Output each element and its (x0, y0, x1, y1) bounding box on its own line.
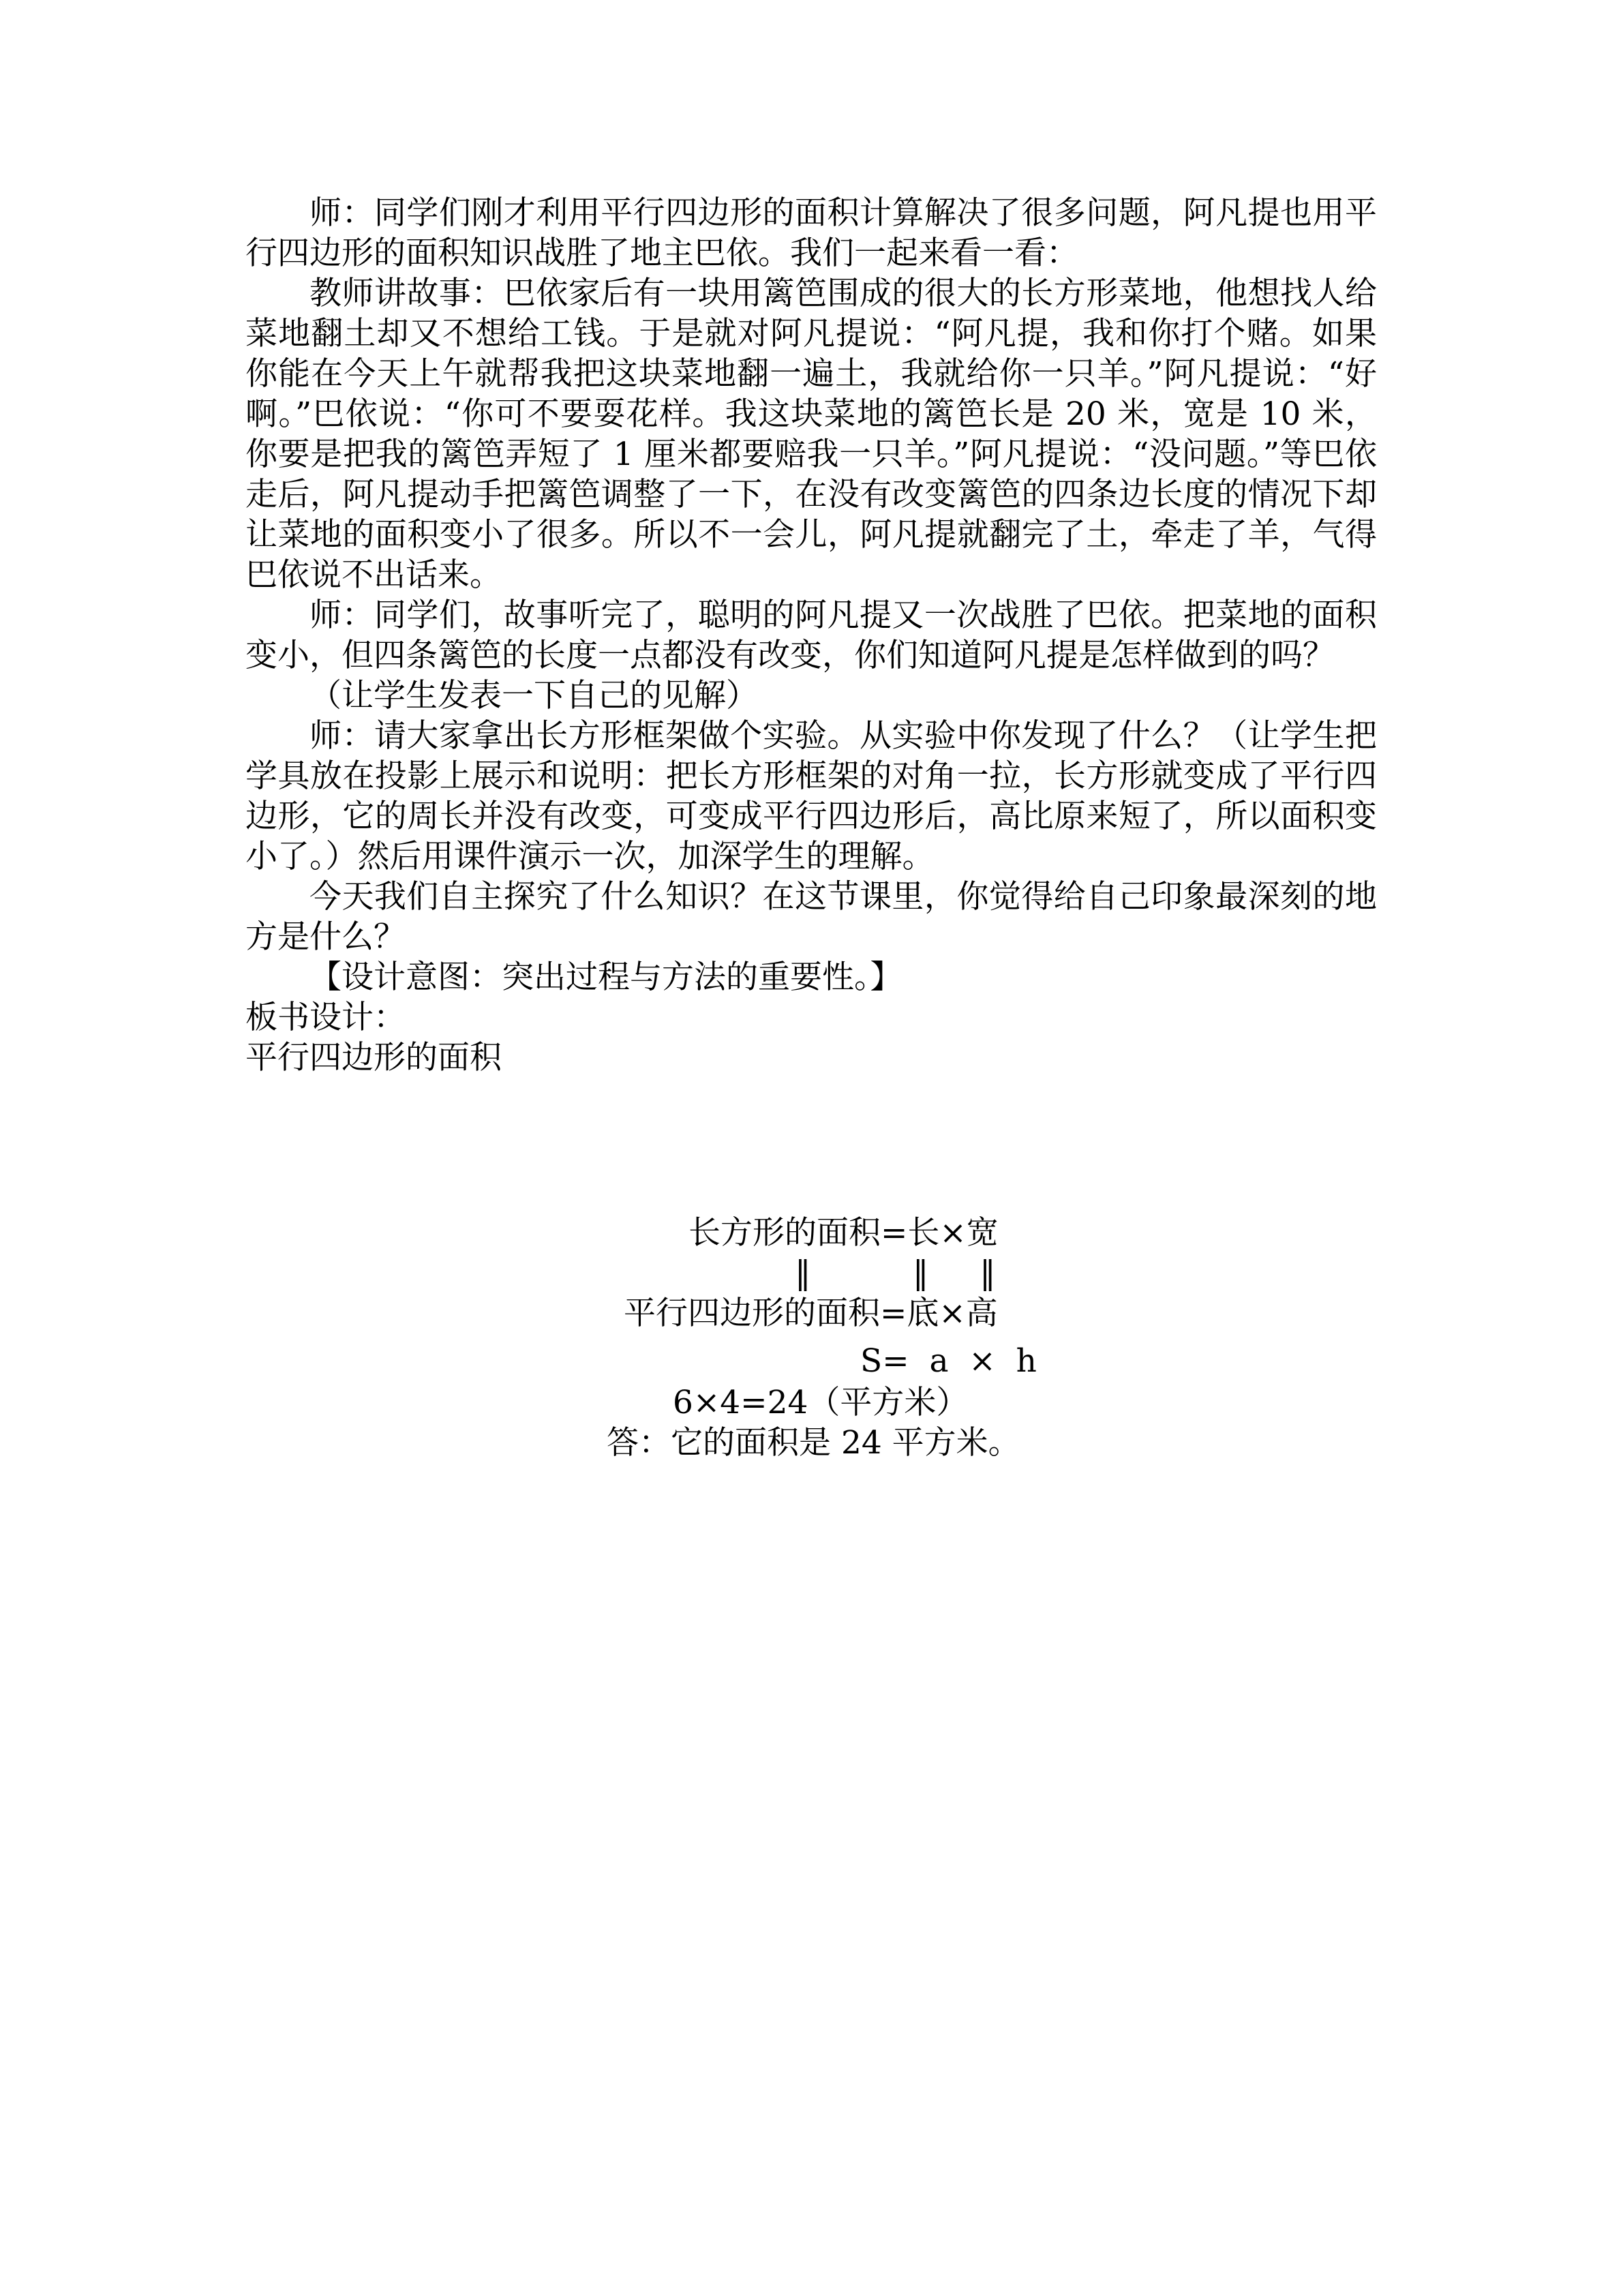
symbolic-area-formula: S= a × h (860, 1342, 1037, 1380)
board-design-heading: 板书设计： (245, 999, 406, 1036)
lesson-body (245, 193, 1377, 1078)
rectangle-area-formula: 长方形的面积=长×宽 (688, 1214, 999, 1252)
paragraph-experiment: 师：请大家拿出长方形框架做个实验。从实验中你发现了什么？（让学生把学具放在投影上展示和说明：把长方形框架的对角一拉，长方形就变成了平行四边形，它的周长并没有改变，可变成平行四边形后，高比原来短了，所以面积变小了。）然后用课件演示一次，加深学生的理解。 (245, 717, 1377, 875)
paragraph-story: 教师讲故事：巴依家后有一块用篱笆围成的很大的长方形菜地，他想找人给菜地翻土却又不想给工钱。于是就对阿凡提说：“阿凡提，我和你打个赌。如果你能在今天上午就帮我把这块菜地翻一遍土，我就给你一只羊。”阿凡提说：“好啊。”巴依说：“你可不要耍花样。我这块菜地的篱笆长是 20 米，宽是 10 米，你要是把我的篱笆弄短了 1 厘米都要赔我一只羊。”阿凡提说：“没问题。”等巴依走后，阿凡提动手把篱笆调整了一下，在没有改变篱笆的四条边长度的情况下却让菜地的面积变小了很多。所以不一会儿，阿凡提就翻完了土，牵走了羊，气得巴依说不出话来。 (245, 275, 1377, 594)
paragraph-summary-question: 今天我们自主探究了什么知识？在这节课里，你觉得给自己印象最深刻的地方是什么？ (245, 878, 1377, 956)
equality-marks: ‖ ‖ ‖ (795, 1254, 996, 1292)
paragraph-design-intent: 【设计意图：突出过程与方法的重要性。】 (309, 958, 902, 996)
parallelogram-area-formula: 平行四边形的面积=底×高 (624, 1295, 998, 1332)
paragraph-teacher-question: 师：同学们，故事听完了，聪明的阿凡提又一次战胜了巴依。把菜地的面积变小，但四条篱笆的长度一点都没有改变，你们知道阿凡提是怎样做到的吗？ (245, 596, 1377, 674)
area-answer: 答：它的面积是 24 平方米。 (607, 1424, 1020, 1462)
paragraph-teacher-intro: 师：同学们刚才利用平行四边形的面积计算解决了很多问题，阿凡提也用平行四边形的面积知识战胜了地主巴依。我们一起来看一看： (245, 194, 1377, 272)
area-calculation: 6×4=24（平方米） (673, 1384, 969, 1421)
paragraph-student-discussion: （让学生发表一下自己的见解） (309, 677, 758, 714)
board-design-title: 平行四边形的面积 (245, 1039, 502, 1076)
